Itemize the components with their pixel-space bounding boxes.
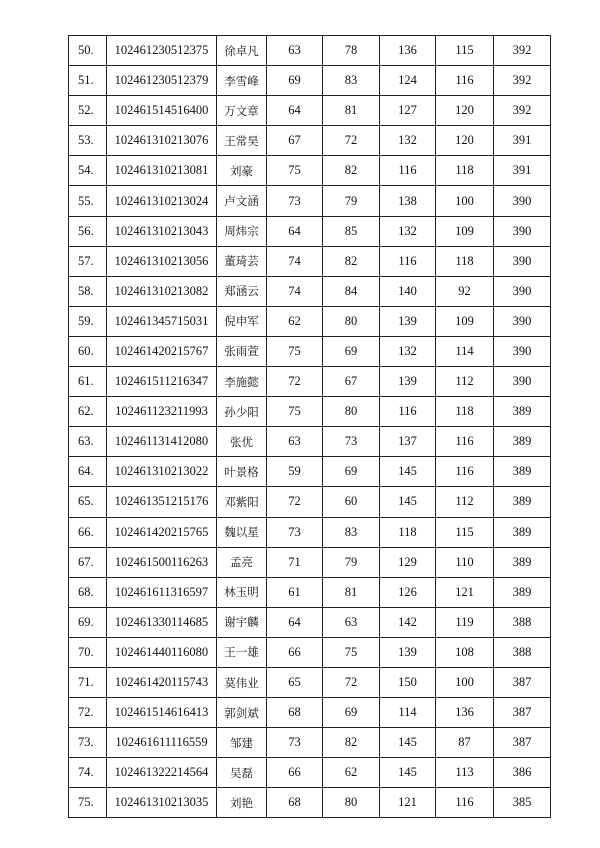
politics-score-cell: 62 — [267, 306, 323, 336]
table-row — [69, 728, 551, 758]
english-score-cell: 82 — [323, 246, 380, 276]
total-score-cell: 388 — [494, 637, 551, 667]
total-score-cell: 389 — [494, 427, 551, 457]
subject2-score-cell: 115 — [436, 517, 494, 547]
name-cell: 刘艳 — [217, 788, 267, 818]
rank-cell: 64. — [69, 457, 107, 487]
english-score-cell: 72 — [323, 667, 380, 697]
total-score-cell: 385 — [494, 788, 551, 818]
subject1-score-cell: 145 — [380, 487, 436, 517]
rank-cell: 54. — [69, 156, 107, 186]
english-score-cell: 60 — [323, 487, 380, 517]
subject2-score-cell: 121 — [436, 577, 494, 607]
table-row — [69, 547, 551, 577]
exam-id-cell: 102461310213081 — [107, 156, 217, 186]
table-row — [69, 427, 551, 457]
rank-cell: 62. — [69, 397, 107, 427]
table-row — [69, 577, 551, 607]
politics-score-cell: 73 — [267, 517, 323, 547]
rank-cell: 52. — [69, 96, 107, 126]
total-score-cell: 389 — [494, 547, 551, 577]
exam-id-cell: 102461123211993 — [107, 397, 217, 427]
table-row — [69, 397, 551, 427]
subject1-score-cell: 127 — [380, 96, 436, 126]
subject1-score-cell: 132 — [380, 336, 436, 366]
table-row — [69, 637, 551, 667]
subject2-score-cell: 113 — [436, 758, 494, 788]
subject1-score-cell: 116 — [380, 246, 436, 276]
subject1-score-cell: 124 — [380, 66, 436, 96]
name-cell: 倪申军 — [217, 306, 267, 336]
english-score-cell: 62 — [323, 758, 380, 788]
total-score-cell: 392 — [494, 36, 551, 66]
subject1-score-cell: 139 — [380, 306, 436, 336]
total-score-cell: 390 — [494, 186, 551, 216]
rank-cell: 53. — [69, 126, 107, 156]
score-table — [68, 35, 551, 818]
rank-cell: 65. — [69, 487, 107, 517]
table-row — [69, 487, 551, 517]
english-score-cell: 85 — [323, 216, 380, 246]
table-row — [69, 788, 551, 818]
exam-id-cell: 102461310213076 — [107, 126, 217, 156]
politics-score-cell: 63 — [267, 427, 323, 457]
rank-cell: 61. — [69, 367, 107, 397]
total-score-cell: 387 — [494, 698, 551, 728]
table-row — [69, 66, 551, 96]
subject2-score-cell: 115 — [436, 36, 494, 66]
subject1-score-cell: 145 — [380, 758, 436, 788]
total-score-cell: 390 — [494, 216, 551, 246]
rank-cell: 56. — [69, 216, 107, 246]
total-score-cell: 392 — [494, 96, 551, 126]
table-row — [69, 156, 551, 186]
english-score-cell: 80 — [323, 397, 380, 427]
subject2-score-cell: 92 — [436, 276, 494, 306]
name-cell: 谢宇麟 — [217, 607, 267, 637]
politics-score-cell: 64 — [267, 607, 323, 637]
total-score-cell: 392 — [494, 66, 551, 96]
politics-score-cell: 69 — [267, 66, 323, 96]
subject2-score-cell: 112 — [436, 487, 494, 517]
politics-score-cell: 61 — [267, 577, 323, 607]
total-score-cell: 390 — [494, 306, 551, 336]
table-row — [69, 186, 551, 216]
table-row — [69, 517, 551, 547]
name-cell: 邓紫阳 — [217, 487, 267, 517]
subject2-score-cell: 119 — [436, 607, 494, 637]
subject1-score-cell: 129 — [380, 547, 436, 577]
table-row — [69, 246, 551, 276]
politics-score-cell: 65 — [267, 667, 323, 697]
exam-id-cell: 102461310213082 — [107, 276, 217, 306]
exam-id-cell: 102461310213035 — [107, 788, 217, 818]
english-score-cell: 69 — [323, 698, 380, 728]
subject1-score-cell: 126 — [380, 577, 436, 607]
subject2-score-cell: 136 — [436, 698, 494, 728]
english-score-cell: 78 — [323, 36, 380, 66]
name-cell: 李施懿 — [217, 367, 267, 397]
subject1-score-cell: 142 — [380, 607, 436, 637]
rank-cell: 63. — [69, 427, 107, 457]
subject1-score-cell: 136 — [380, 36, 436, 66]
name-cell: 周炜宗 — [217, 216, 267, 246]
english-score-cell: 69 — [323, 457, 380, 487]
exam-id-cell: 102461514516400 — [107, 96, 217, 126]
exam-id-cell: 102461420215767 — [107, 336, 217, 366]
subject2-score-cell: 118 — [436, 246, 494, 276]
name-cell: 王常昊 — [217, 126, 267, 156]
politics-score-cell: 66 — [267, 637, 323, 667]
exam-id-cell: 102461330114685 — [107, 607, 217, 637]
exam-id-cell: 102461131412080 — [107, 427, 217, 457]
subject2-score-cell: 116 — [436, 788, 494, 818]
exam-id-cell: 102461322214564 — [107, 758, 217, 788]
name-cell: 张优 — [217, 427, 267, 457]
english-score-cell: 81 — [323, 96, 380, 126]
rank-cell: 72. — [69, 698, 107, 728]
english-score-cell: 80 — [323, 788, 380, 818]
rank-cell: 68. — [69, 577, 107, 607]
name-cell: 刘豪 — [217, 156, 267, 186]
exam-id-cell: 102461611116559 — [107, 728, 217, 758]
english-score-cell: 67 — [323, 367, 380, 397]
english-score-cell: 75 — [323, 637, 380, 667]
rank-cell: 66. — [69, 517, 107, 547]
name-cell: 王一雄 — [217, 637, 267, 667]
rank-cell: 50. — [69, 36, 107, 66]
rank-cell: 57. — [69, 246, 107, 276]
table-row — [69, 36, 551, 66]
politics-score-cell: 68 — [267, 788, 323, 818]
name-cell: 孟亮 — [217, 547, 267, 577]
name-cell: 魏以星 — [217, 517, 267, 547]
rank-cell: 60. — [69, 336, 107, 366]
name-cell: 叶景格 — [217, 457, 267, 487]
subject2-score-cell: 87 — [436, 728, 494, 758]
total-score-cell: 391 — [494, 126, 551, 156]
subject1-score-cell: 138 — [380, 186, 436, 216]
english-score-cell: 81 — [323, 577, 380, 607]
name-cell: 孙少阳 — [217, 397, 267, 427]
table-row — [69, 306, 551, 336]
exam-id-cell: 102461345715031 — [107, 306, 217, 336]
english-score-cell: 79 — [323, 186, 380, 216]
rank-cell: 71. — [69, 667, 107, 697]
subject1-score-cell: 116 — [380, 397, 436, 427]
exam-id-cell: 102461420215765 — [107, 517, 217, 547]
english-score-cell: 83 — [323, 517, 380, 547]
english-score-cell: 72 — [323, 126, 380, 156]
total-score-cell: 389 — [494, 457, 551, 487]
table-row — [69, 216, 551, 246]
subject2-score-cell: 116 — [436, 427, 494, 457]
exam-id-cell: 102461230512375 — [107, 36, 217, 66]
name-cell: 李雪峰 — [217, 66, 267, 96]
english-score-cell: 69 — [323, 336, 380, 366]
rank-cell: 75. — [69, 788, 107, 818]
subject2-score-cell: 120 — [436, 126, 494, 156]
exam-id-cell: 102461500116263 — [107, 547, 217, 577]
politics-score-cell: 59 — [267, 457, 323, 487]
table-row — [69, 96, 551, 126]
exam-id-cell: 102461310213024 — [107, 186, 217, 216]
table-row — [69, 607, 551, 637]
politics-score-cell: 71 — [267, 547, 323, 577]
total-score-cell: 389 — [494, 397, 551, 427]
exam-id-cell: 102461310213043 — [107, 216, 217, 246]
name-cell: 万文章 — [217, 96, 267, 126]
rank-cell: 69. — [69, 607, 107, 637]
subject2-score-cell: 118 — [436, 397, 494, 427]
table-row — [69, 276, 551, 306]
rank-cell: 67. — [69, 547, 107, 577]
politics-score-cell: 66 — [267, 758, 323, 788]
subject2-score-cell: 109 — [436, 216, 494, 246]
subject1-score-cell: 140 — [380, 276, 436, 306]
name-cell: 郑涵云 — [217, 276, 267, 306]
exam-id-cell: 102461351215176 — [107, 487, 217, 517]
politics-score-cell: 73 — [267, 728, 323, 758]
total-score-cell: 388 — [494, 607, 551, 637]
rank-cell: 74. — [69, 758, 107, 788]
rank-cell: 70. — [69, 637, 107, 667]
exam-id-cell: 102461514616413 — [107, 698, 217, 728]
exam-id-cell: 102461310213022 — [107, 457, 217, 487]
english-score-cell: 79 — [323, 547, 380, 577]
total-score-cell: 390 — [494, 246, 551, 276]
politics-score-cell: 73 — [267, 186, 323, 216]
english-score-cell: 82 — [323, 156, 380, 186]
exam-id-cell: 102461230512379 — [107, 66, 217, 96]
table-row — [69, 667, 551, 697]
table-row — [69, 126, 551, 156]
politics-score-cell: 75 — [267, 336, 323, 366]
politics-score-cell: 64 — [267, 216, 323, 246]
subject2-score-cell: 116 — [436, 66, 494, 96]
name-cell: 郭剑斌 — [217, 698, 267, 728]
politics-score-cell: 68 — [267, 698, 323, 728]
total-score-cell: 389 — [494, 577, 551, 607]
rank-cell: 51. — [69, 66, 107, 96]
subject1-score-cell: 121 — [380, 788, 436, 818]
total-score-cell: 387 — [494, 728, 551, 758]
subject1-score-cell: 132 — [380, 126, 436, 156]
total-score-cell: 391 — [494, 156, 551, 186]
english-score-cell: 80 — [323, 306, 380, 336]
total-score-cell: 390 — [494, 276, 551, 306]
politics-score-cell: 74 — [267, 246, 323, 276]
subject1-score-cell: 139 — [380, 637, 436, 667]
exam-id-cell: 102461611316597 — [107, 577, 217, 607]
exam-id-cell: 102461511216347 — [107, 367, 217, 397]
name-cell: 吴磊 — [217, 758, 267, 788]
table-row — [69, 457, 551, 487]
name-cell: 卢文涵 — [217, 186, 267, 216]
subject1-score-cell: 116 — [380, 156, 436, 186]
subject2-score-cell: 108 — [436, 637, 494, 667]
politics-score-cell: 64 — [267, 96, 323, 126]
politics-score-cell: 72 — [267, 367, 323, 397]
subject2-score-cell: 100 — [436, 667, 494, 697]
subject1-score-cell: 114 — [380, 698, 436, 728]
exam-id-cell: 102461420115743 — [107, 667, 217, 697]
table-row — [69, 367, 551, 397]
subject1-score-cell: 139 — [380, 367, 436, 397]
subject2-score-cell: 100 — [436, 186, 494, 216]
name-cell: 张雨萱 — [217, 336, 267, 366]
subject2-score-cell: 110 — [436, 547, 494, 577]
english-score-cell: 63 — [323, 607, 380, 637]
subject1-score-cell: 132 — [380, 216, 436, 246]
table-row — [69, 336, 551, 366]
score-table-body — [69, 36, 551, 818]
english-score-cell: 84 — [323, 276, 380, 306]
english-score-cell: 82 — [323, 728, 380, 758]
subject1-score-cell: 118 — [380, 517, 436, 547]
politics-score-cell: 75 — [267, 397, 323, 427]
politics-score-cell: 72 — [267, 487, 323, 517]
subject1-score-cell: 150 — [380, 667, 436, 697]
subject2-score-cell: 120 — [436, 96, 494, 126]
table-row — [69, 698, 551, 728]
subject2-score-cell: 109 — [436, 306, 494, 336]
exam-id-cell: 102461440116080 — [107, 637, 217, 667]
subject1-score-cell: 137 — [380, 427, 436, 457]
subject1-score-cell: 145 — [380, 728, 436, 758]
total-score-cell: 389 — [494, 517, 551, 547]
subject2-score-cell: 118 — [436, 156, 494, 186]
politics-score-cell: 63 — [267, 36, 323, 66]
name-cell: 林玉明 — [217, 577, 267, 607]
subject1-score-cell: 145 — [380, 457, 436, 487]
subject2-score-cell: 112 — [436, 367, 494, 397]
rank-cell: 59. — [69, 306, 107, 336]
name-cell: 莫伟业 — [217, 667, 267, 697]
english-score-cell: 73 — [323, 427, 380, 457]
name-cell: 邹建 — [217, 728, 267, 758]
table-row — [69, 758, 551, 788]
exam-id-cell: 102461310213056 — [107, 246, 217, 276]
politics-score-cell: 75 — [267, 156, 323, 186]
total-score-cell: 386 — [494, 758, 551, 788]
total-score-cell: 390 — [494, 336, 551, 366]
english-score-cell: 83 — [323, 66, 380, 96]
total-score-cell: 389 — [494, 487, 551, 517]
subject2-score-cell: 114 — [436, 336, 494, 366]
politics-score-cell: 67 — [267, 126, 323, 156]
name-cell: 董琦芸 — [217, 246, 267, 276]
total-score-cell: 390 — [494, 367, 551, 397]
politics-score-cell: 74 — [267, 276, 323, 306]
rank-cell: 73. — [69, 728, 107, 758]
subject2-score-cell: 116 — [436, 457, 494, 487]
name-cell: 徐卓凡 — [217, 36, 267, 66]
rank-cell: 58. — [69, 276, 107, 306]
rank-cell: 55. — [69, 186, 107, 216]
total-score-cell: 387 — [494, 667, 551, 697]
